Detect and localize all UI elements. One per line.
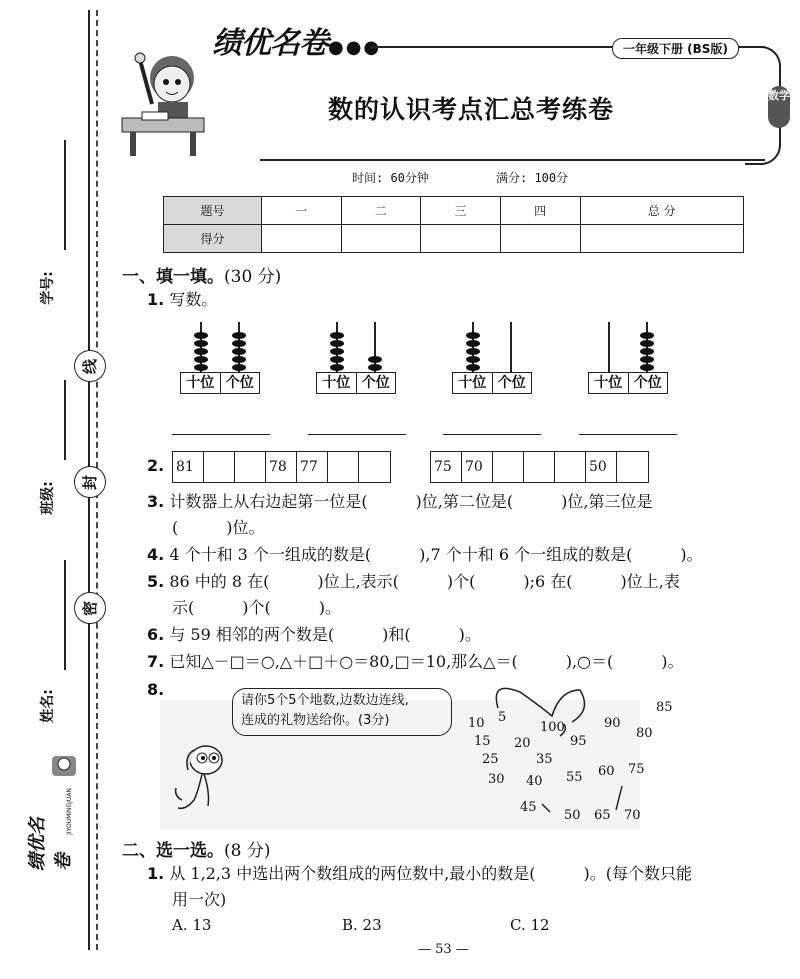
number-strip-1	[172, 451, 391, 483]
question-3-line2: ( )位。	[172, 518, 265, 537]
strip-cell: 75	[431, 452, 462, 482]
score-cell[interactable]	[421, 225, 501, 253]
section2-question-1-line2: 用一次)	[172, 890, 227, 909]
strip-cell: 70	[462, 452, 493, 482]
abacus-bead	[232, 356, 246, 363]
student-no-label: 学号:	[39, 271, 56, 305]
abacus-bead	[232, 340, 246, 347]
answer-line[interactable]	[579, 434, 677, 435]
question-3: 3. 计数器上从右边起第一位是( )位,第二位是( )位,第三位是	[147, 492, 653, 511]
abacus-ones-label: 个位	[497, 375, 526, 391]
abacus-ones-label: 个位	[633, 375, 662, 391]
puzzle-dot-label[interactable]: 5	[498, 710, 507, 725]
puzzle-dot-label[interactable]: 85	[656, 700, 673, 715]
puzzle-dot-label[interactable]: 80	[636, 726, 653, 741]
abacus-label-box	[452, 372, 532, 394]
name-rule	[64, 560, 66, 670]
abacus-bead	[194, 356, 208, 363]
section2-question-1: 1. 从 1,2,3 中选出两个数组成的两位数中,最小的数是( )。(每个数只能	[147, 864, 693, 883]
abacus	[316, 322, 396, 392]
option-c[interactable]: C. 12	[510, 916, 550, 934]
abacus-bead	[640, 340, 654, 347]
score-table-col: 四	[500, 197, 580, 225]
puzzle-dot-label[interactable]: 95	[570, 734, 587, 749]
strip-cell: 50	[586, 452, 617, 482]
abacus-label-box	[588, 372, 668, 394]
header-logo-dots: ●●●	[328, 37, 382, 58]
puzzle-dot-label[interactable]: 55	[566, 770, 583, 785]
abacus	[180, 322, 260, 392]
question-2-number: 2.	[147, 456, 165, 475]
puzzle-dot-label[interactable]: 45	[520, 800, 537, 815]
name-label: 姓名:	[39, 689, 56, 723]
score-table-col: 一	[262, 197, 342, 225]
abacus-bead	[466, 340, 480, 347]
number-strip-2	[430, 451, 649, 483]
answer-line[interactable]	[443, 434, 541, 435]
abacus-bead	[330, 332, 344, 339]
question-6: 6. 与 59 相邻的两个数是( )和( )。	[147, 625, 481, 644]
abacus-bead	[232, 348, 246, 355]
strip-cell[interactable]	[555, 452, 586, 482]
strip-cell[interactable]	[235, 452, 266, 482]
strip-cell[interactable]	[493, 452, 524, 482]
abacus-bead	[466, 364, 480, 371]
question-1: 1. 写数。	[147, 290, 218, 309]
puzzle-dot-label[interactable]: 20	[514, 736, 531, 751]
abacus-tens-label: 十位	[181, 373, 221, 393]
question-8: 8.	[147, 680, 165, 699]
abacus-label-box	[316, 372, 396, 394]
subject-badge: 数学	[768, 86, 790, 128]
score-table	[163, 196, 744, 253]
strip-cell: 77	[297, 452, 328, 482]
section1-heading: 一、填一填。(30 分)	[122, 267, 282, 287]
puzzle-dot-label[interactable]: 50	[564, 808, 581, 823]
puzzle-dot-label[interactable]: 60	[598, 764, 615, 779]
abacus-tens-label: 十位	[589, 373, 629, 393]
abacus-label-box	[180, 372, 260, 394]
score-cell[interactable]	[262, 225, 342, 253]
abacus-bead	[466, 356, 480, 363]
answer-line[interactable]	[172, 434, 270, 435]
score-cell[interactable]	[341, 225, 421, 253]
abacus-bead	[466, 332, 480, 339]
abacus-ones-label: 个位	[361, 375, 390, 391]
abacus-bead	[640, 348, 654, 355]
section2-heading: 二、选一选。(8 分)	[122, 841, 271, 861]
abacus-bead	[232, 364, 246, 371]
puzzle-dot-label[interactable]: 100	[540, 720, 565, 735]
abacus-bead	[640, 356, 654, 363]
abacus-bead	[194, 348, 208, 355]
score-table-score-row	[164, 225, 744, 253]
puzzle-dot-label[interactable]: 25	[482, 752, 499, 767]
puzzle-dot-label[interactable]: 70	[624, 808, 641, 823]
page-title: 数的认识考点汇总考练卷	[328, 95, 615, 124]
speech-bubble: 请你5个5个地数,边数边连线, 连成的礼物送给你。(3分)	[232, 688, 452, 736]
puzzle-dot-label[interactable]: 10	[468, 716, 485, 731]
abacus	[588, 322, 668, 392]
score-table-col: 总 分	[580, 197, 744, 225]
abacus-bead	[194, 332, 208, 339]
score-table-col: 二	[341, 197, 421, 225]
question-7: 7. 已知△－□＝○,△＋□＋○＝80,□＝10,那么△＝( ),○＝( )。	[147, 652, 684, 671]
score-cell[interactable]	[580, 225, 744, 253]
abacus-bead	[330, 364, 344, 371]
abacus-ones-rod	[510, 322, 512, 372]
puzzle-dot-label[interactable]: 65	[594, 808, 611, 823]
header-bottom-line	[260, 159, 765, 161]
binding-line-marker: 线	[74, 350, 106, 382]
abacus	[452, 322, 532, 392]
score-table-header-row	[164, 197, 744, 225]
abacus-bead	[330, 356, 344, 363]
student-cartoon-illustration	[120, 40, 210, 160]
abacus-bead	[232, 332, 246, 339]
binding-secret-marker: 密	[74, 592, 106, 624]
class-rule	[64, 380, 66, 460]
strip-cell[interactable]	[204, 452, 235, 482]
student-no-rule	[64, 140, 66, 250]
strip-cell: 81	[173, 452, 204, 482]
abacus-bead	[466, 348, 480, 355]
full-score: 满分: 100分	[496, 171, 569, 185]
abacus-tens-label: 十位	[453, 373, 493, 393]
score-table-row-label: 得分	[164, 225, 262, 253]
abacus-bead	[368, 364, 382, 371]
strip-cell: 78	[266, 452, 297, 482]
abacus-bead	[194, 340, 208, 347]
abacus-bead	[640, 364, 654, 371]
abacus-bead	[330, 348, 344, 355]
page-number: — 53 —	[418, 942, 469, 957]
abacus-tens-rod	[608, 322, 610, 372]
time-limit: 时间: 60分钟	[352, 171, 429, 185]
question-4: 4. 4 个十和 3 个一组成的数是( ),7 个十和 6 个一组成的数是( )。	[147, 545, 703, 564]
answer-line[interactable]	[308, 434, 406, 435]
question-5-line2: 示( )个( )。	[172, 598, 341, 617]
option-b[interactable]: B. 23	[342, 916, 382, 934]
class-label: 班级:	[39, 481, 56, 515]
header-logo: 绩优名卷●●●	[212, 26, 382, 61]
sidebar-brand-pinyin: JIYOUMINGJUAN	[65, 788, 73, 835]
puzzle-dot-label[interactable]: 90	[604, 716, 621, 731]
grade-badge: 一年级下册 (BS版)	[612, 38, 739, 59]
strip-cell[interactable]	[617, 452, 648, 482]
puzzle-dot-label[interactable]: 30	[488, 772, 505, 787]
abacus-ones-label: 个位	[225, 375, 254, 391]
dog-cartoon-illustration	[172, 740, 232, 820]
abacus-bead	[640, 332, 654, 339]
puzzle-dot-label[interactable]: 35	[536, 752, 553, 767]
score-cell[interactable]	[500, 225, 580, 253]
option-a[interactable]: A. 13	[172, 916, 212, 934]
score-table-row-label: 题号	[164, 197, 262, 225]
abacus-bead	[194, 364, 208, 371]
strip-cell[interactable]	[524, 452, 555, 482]
question-5: 5. 86 中的 8 在( )位上,表示( )个( );6 在( )位上,表	[147, 572, 680, 591]
abacus-tens-label: 十位	[317, 373, 357, 393]
abacus-bead	[368, 356, 382, 363]
strip-cell[interactable]	[359, 452, 390, 482]
strip-cell[interactable]	[328, 452, 359, 482]
binding-seal-marker: 封	[74, 466, 106, 498]
puzzle-dot-label[interactable]: 40	[526, 774, 543, 789]
puzzle-dot-label[interactable]: 15	[474, 734, 491, 749]
abacus-bead	[330, 340, 344, 347]
puzzle-dot-label[interactable]: 75	[628, 762, 645, 777]
sidebar-brand-text: 绩优名卷	[27, 817, 74, 871]
sidebar-brand-logo	[27, 750, 84, 871]
score-table-col: 三	[421, 197, 501, 225]
